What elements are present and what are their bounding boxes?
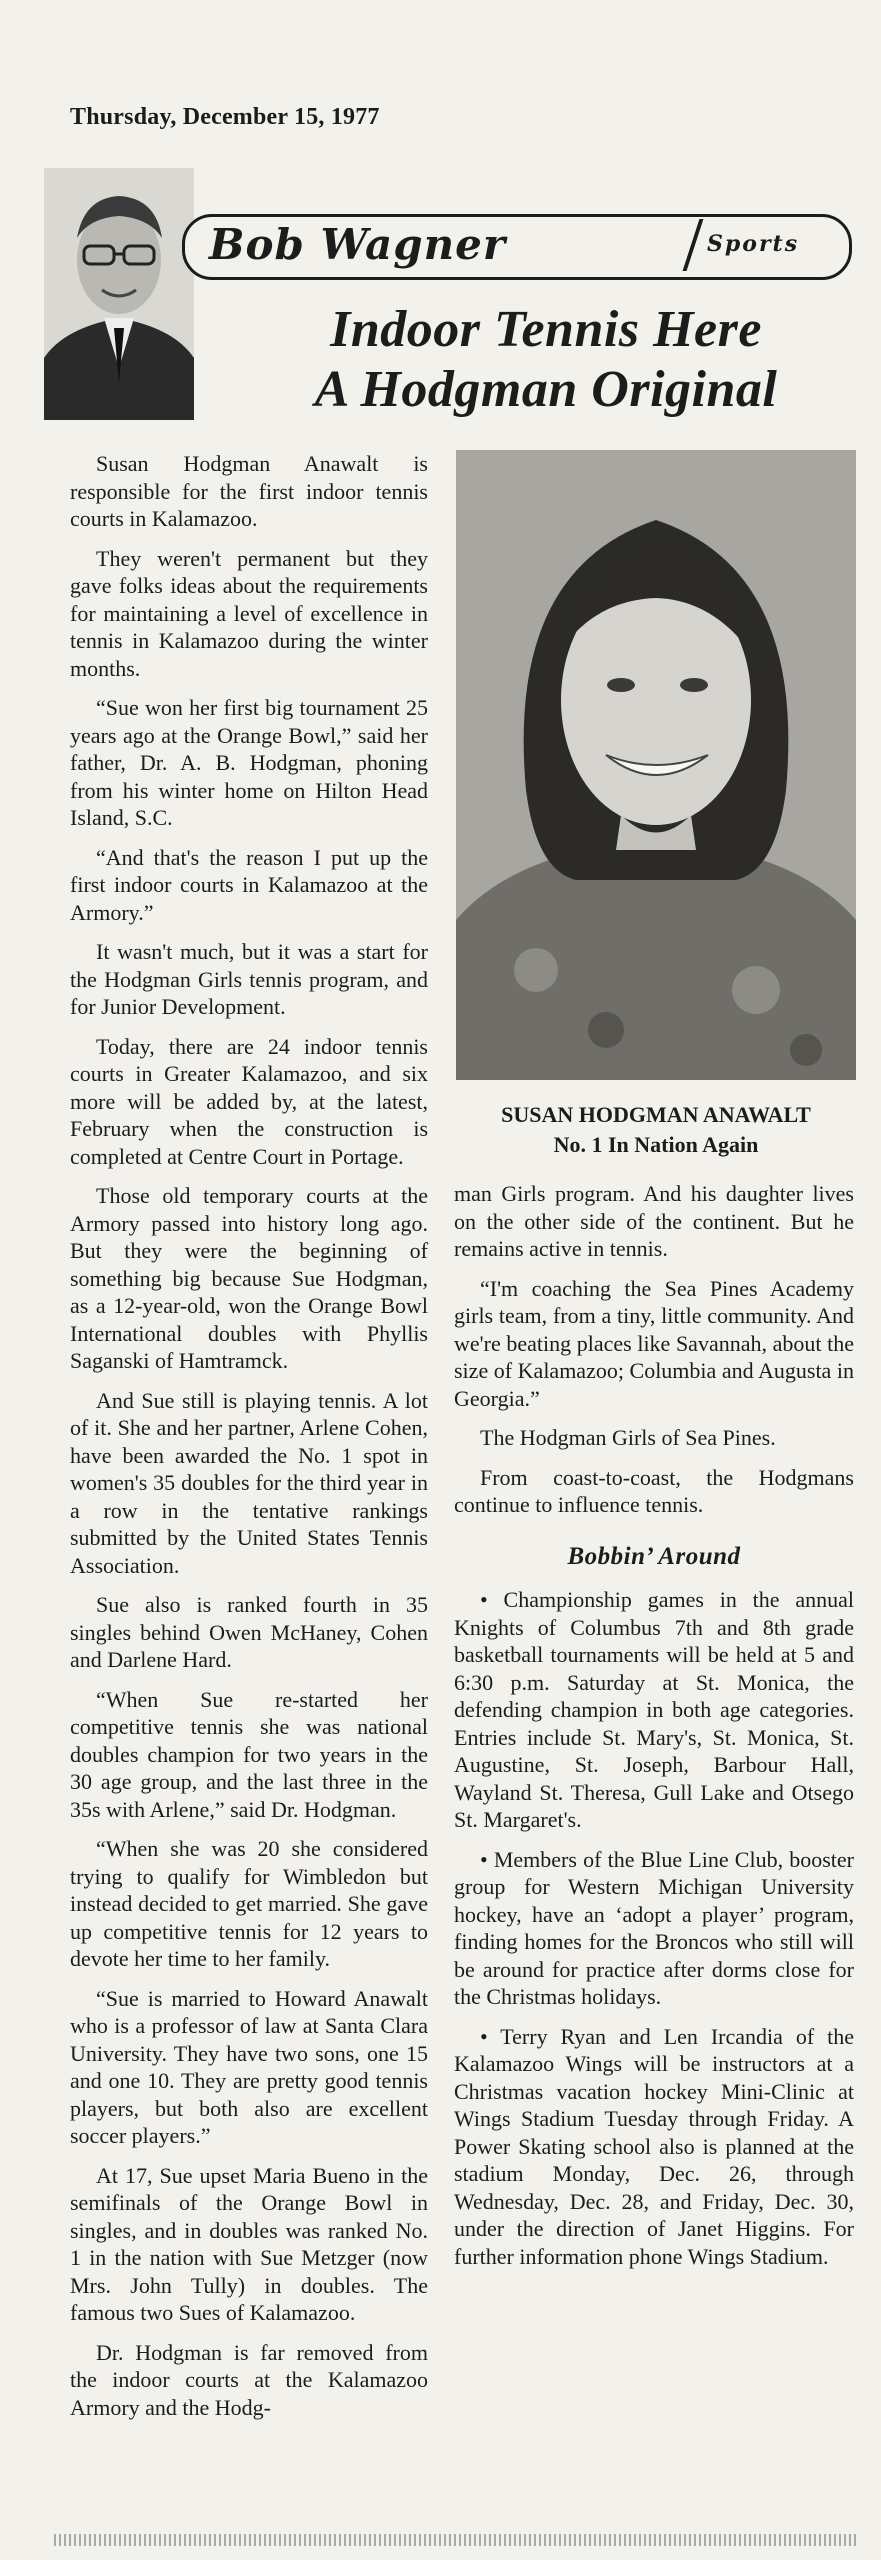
- paragraph: Susan Hodgman Anawalt is responsible for the first indoor tennis courts in Kalamazoo.: [70, 451, 428, 531]
- paragraph: At 17, Sue upset Maria Bueno in the semifinals of the Orange Bowl in singles, and in doubles was ranked No. 1 in the nation with Sue Metzger (now Mrs. John Tully) in doubles. The famous two Sues of Kalamazoo.: [70, 2162, 428, 2325]
- paragraph: “Sue won her first big tournament 25 years ago at the Orange Bowl,” said her father, Dr. A. B. Hodgman, phoning from his winter home on Hilton Head Island, S.C.: [70, 695, 428, 830]
- paragraph: Sue also is ranked fourth in 35 singles behind Owen McHaney, Cohen and Darlene Hard.: [70, 1592, 428, 1672]
- bobbin-item: • Terry Ryan and Len Ircandia of the Kalamazoo Wings will be instructors at a Christmas vacation hockey Mini-Clinic at Wings Stadium Tuesday through Friday. A Power Skating school also is planned at the stadium Monday, Dec. 26, through Wednesday, Dec. 28, and Friday, Dec. 30, under the direction of Janet Higgins. For further information phone Wings Stadium.: [454, 2023, 854, 2269]
- caption-name: SUSAN HODGMAN ANAWALT: [501, 1102, 811, 1127]
- paragraph: Those old temporary courts at the Armory passed into history long ago. But they were the beginning of something big because Sue Hodgman, as a 12-year-old, won the Orange Bowl International doubles with Phyllis Saganski of Hamtramck.: [70, 1183, 428, 1373]
- headline-line-1: Indoor Tennis Here: [330, 301, 762, 358]
- columnist-portrait-icon: [44, 168, 194, 420]
- paragraph: “And that's the reason I put up the first indoor courts in Kalamazoo at the Armory.”: [70, 844, 428, 925]
- paragraph: “I'm coaching the Sea Pines Academy girls team, from a tiny, little community. And we're beating places like Savannah, about the size of Kalamazoo; Columbia and Augusta in Georgia.”: [454, 1275, 854, 1411]
- headline: [236, 300, 856, 420]
- paragraph: man Girls program. And his daughter lives on the other side of the continent. But he remains active in tennis.: [454, 1181, 854, 1261]
- paragraph: The Hodgman Girls of Sea Pines.: [480, 1425, 776, 1450]
- columnist-name: Bob Wagner: [209, 220, 506, 269]
- paragraph: It wasn't much, but it was a start for the Hodgman Girls tennis program, and for Junior Development.: [70, 939, 428, 1019]
- paragraph: Dr. Hodgman is far removed from the indoor courts at the Kalamazoo Armory and the Hodg-: [70, 2339, 428, 2420]
- bottom-border: [54, 2534, 856, 2546]
- bobbin-item: • Championship games in the annual Knights of Columbus 7th and 8th grade basketball tournaments will be held at 5 and 6:30 p.m. Saturday at St. Monica, the defending champion in both age categories. Entries include St. Mary's, St. Monica, St. Augustine, St. Joseph, Barbour Hall, Wayland St. Theresa, Gull Lake and Otsego St. Margaret's.: [454, 1587, 854, 1832]
- column-banner: [182, 214, 852, 280]
- photo-caption: [456, 1100, 856, 1160]
- caption-subtitle: No. 1 In Nation Again: [553, 1132, 759, 1157]
- woman-portrait-icon: [456, 450, 856, 1080]
- columnist-headshot: [44, 168, 194, 420]
- paragraph: From coast-to-coast, the Hodgmans continue to influence tennis.: [454, 1464, 854, 1517]
- paragraph: “When she was 20 she considered trying to qualify for Wimbledon but instead decided to get married. She gave up competitive tennis for 12 years to devote her time to her family.: [70, 1836, 428, 1971]
- article-column-left: [70, 450, 428, 2433]
- dateline: Thursday, December 15, 1977: [70, 104, 380, 130]
- bobbin-item: • Members of the Blue Line Club, booster group for Western Michigan University hockey, have an ‘adopt a player’ program, finding homes for the Broncos who still will be around for practice after dorms close for the Christmas holidays.: [454, 1846, 854, 2009]
- headline-line-2: A Hodgman Original: [314, 361, 778, 418]
- banner-divider: [683, 219, 704, 271]
- portrait-photo: [456, 450, 856, 1080]
- paragraph: They weren't permanent but they gave folks ideas about the requirements for maintaining a level of excellence in tennis in Kalamazoo during the winter months.: [70, 545, 428, 681]
- subhead-bobbin-around: Bobbin’ Around: [567, 1542, 741, 1570]
- section-label: Sports: [707, 231, 800, 257]
- article-column-right: [454, 1180, 854, 2282]
- paragraph: Today, there are 24 indoor tennis courts in Greater Kalamazoo, and six more will be added by, at the latest, February when the construction is completed at Centre Court in Portage.: [70, 1033, 428, 1169]
- paragraph: “Sue is married to Howard Anawalt who is a professor of law at Santa Clara University. They have two sons, one 15 and one 10. They are pretty good tennis players, but both also are excellent soccer players.”: [70, 1985, 428, 2148]
- paragraph: And Sue still is playing tennis. A lot of it. She and her partner, Arlene Cohen, have been awarded the No. 1 spot in women's 35 doubles for the third year in a row in the tentative rankings submitted by the United States Tennis Association.: [70, 1387, 428, 1578]
- paragraph: “When Sue re-started her competitive tennis she was national doubles champion for two years in the 30 age group, and the last three in the 35s with Arlene,” said Dr. Hodgman.: [70, 1686, 428, 1822]
